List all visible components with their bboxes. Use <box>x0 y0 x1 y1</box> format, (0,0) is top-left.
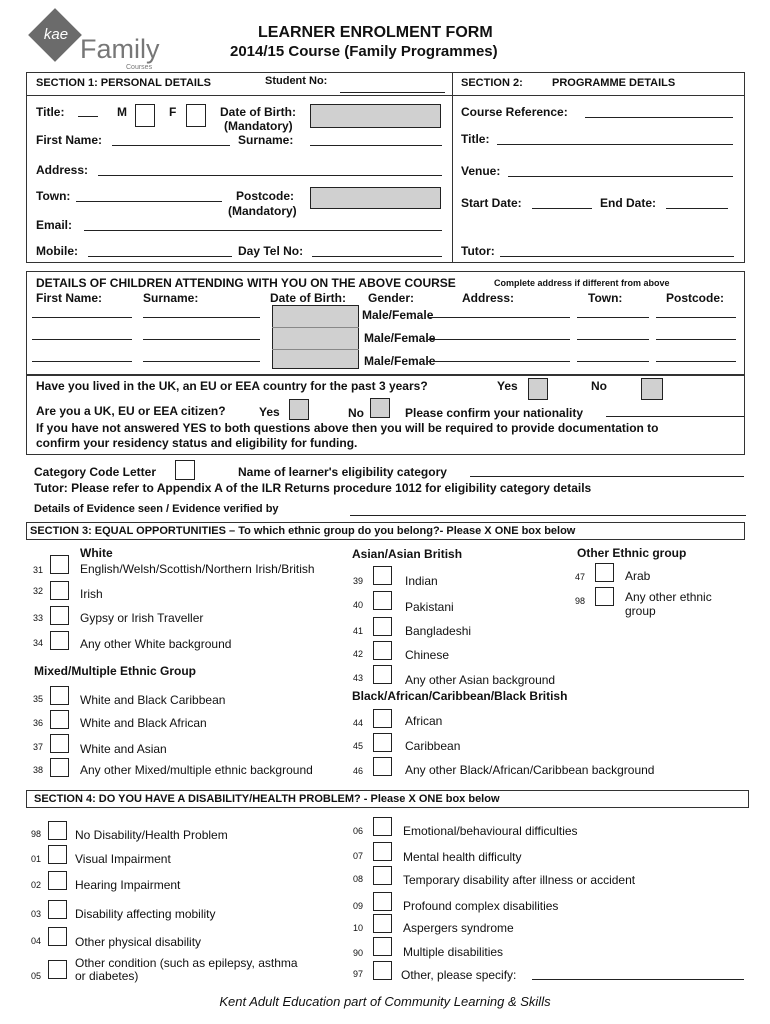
ethnic-code: 46 <box>353 766 364 776</box>
ethnic-checkbox-44[interactable] <box>373 709 392 728</box>
postcode-label: Postcode: <box>236 189 295 203</box>
ethnic-checkbox-31[interactable] <box>50 555 69 574</box>
disability-label: Other, please specify: <box>401 968 517 982</box>
ethnic-label: Chinese <box>405 648 450 662</box>
ethnic-label: Indian <box>405 574 438 588</box>
tutor-label: Tutor: <box>461 244 495 258</box>
other-specify-field[interactable] <box>532 979 744 980</box>
ethnic-checkbox-43[interactable] <box>373 665 392 684</box>
child-surname-field[interactable] <box>143 339 260 340</box>
category-code-checkbox[interactable] <box>175 460 195 480</box>
postcode-mandatory: (Mandatory) <box>228 204 297 218</box>
ethnic-label: Any other Black/African/Caribbean background <box>405 763 655 777</box>
surname-label: Surname: <box>238 133 294 147</box>
child-postcode-field[interactable] <box>656 361 736 362</box>
child-address-field[interactable] <box>428 361 570 362</box>
ethnic-label: White and Black African <box>80 716 207 730</box>
ethnic-label: White and Asian <box>80 742 167 756</box>
section3-heading: SECTION 3: EQUAL OPPORTUNITIES – To which ethnic group do you belong?- Please X ONE box below <box>30 525 576 537</box>
ethnic-label-cont: group <box>625 604 656 618</box>
day-tel-label: Day Tel No: <box>238 244 304 258</box>
disability-checkbox-04[interactable] <box>48 927 67 946</box>
black-heading: Black/African/Caribbean/Black British <box>352 689 568 703</box>
ethnic-label: Any other White background <box>80 637 232 651</box>
q1-no-label: No <box>591 379 607 393</box>
ethnic-label: African <box>405 714 443 728</box>
female-checkbox[interactable] <box>186 104 206 127</box>
disability-label-cont: or diabetes) <box>75 969 139 983</box>
disability-checkbox-90[interactable] <box>373 937 392 956</box>
child-postcode-field[interactable] <box>656 339 736 340</box>
disability-checkbox-06[interactable] <box>373 817 392 836</box>
ethnic-code: 41 <box>353 626 364 636</box>
disability-checkbox-08[interactable] <box>373 866 392 885</box>
address-label: Address: <box>36 163 89 177</box>
q2-yes-label: Yes <box>259 405 280 419</box>
q1-no-checkbox[interactable] <box>641 378 663 400</box>
ethnic-checkbox-45[interactable] <box>373 733 392 752</box>
section-divider <box>452 72 453 263</box>
white-heading: White <box>80 546 113 560</box>
form-subtitle: 2014/15 Course (Family Programmes) <box>230 43 498 60</box>
disability-checkbox-98[interactable] <box>48 821 67 840</box>
ethnic-label: Irish <box>80 587 103 601</box>
footer-text: Kent Adult Education part of Community Learning & Skills <box>219 994 551 1009</box>
ethnic-checkbox-34[interactable] <box>50 631 69 650</box>
disability-code: 05 <box>31 971 42 981</box>
disability-code: 97 <box>353 969 364 979</box>
evidence-label: Details of Evidence seen / Evidence verified by <box>34 503 279 515</box>
start-date-label: Start Date: <box>461 196 522 210</box>
disability-label: Visual Impairment <box>75 852 171 866</box>
ethnic-label: Any other Asian background <box>405 673 556 687</box>
ethnic-label: English/Welsh/Scottish/Northern Irish/British <box>80 562 315 576</box>
ethnic-checkbox-38[interactable] <box>50 758 69 777</box>
ethnic-label: Caribbean <box>405 739 461 753</box>
evidence-field[interactable] <box>350 515 746 516</box>
ethnic-checkbox-35[interactable] <box>50 686 69 705</box>
male-checkbox[interactable] <box>135 104 155 127</box>
section1-2-box <box>26 72 745 263</box>
ethnic-label: White and Black Caribbean <box>80 693 226 707</box>
disability-label: Disability affecting mobility <box>75 907 216 921</box>
residency-note-2: confirm your residency status and eligibility for funding. <box>36 436 358 450</box>
ethnic-code: 43 <box>353 673 364 683</box>
disability-code: 02 <box>31 880 42 890</box>
ethnic-label: Any other Mixed/multiple ethnic background <box>80 763 313 777</box>
ethnic-checkbox-47[interactable] <box>595 563 614 582</box>
dob-label: Date of Birth: <box>220 105 296 119</box>
col-dob: Date of Birth: <box>270 291 346 305</box>
ethnic-checkbox-98[interactable] <box>595 587 614 606</box>
ethnic-code: 38 <box>33 765 44 775</box>
disability-label: Mental health difficulty <box>403 850 522 864</box>
child-first-name-field[interactable] <box>32 361 132 362</box>
mobile-field[interactable] <box>88 256 232 257</box>
ethnic-code: 33 <box>33 613 44 623</box>
student-no-label: Student No: <box>265 75 328 87</box>
col-postcode: Postcode: <box>666 291 725 305</box>
logo-sub: Courses <box>126 64 153 71</box>
start-date-field[interactable] <box>532 208 592 209</box>
disability-code: 98 <box>31 829 42 839</box>
disability-label: Emotional/behavioural difficulties <box>403 824 578 838</box>
category-name-field[interactable] <box>470 476 744 477</box>
disability-label: Other condition (such as epilepsy, asthma <box>75 956 298 970</box>
ethnic-checkbox-33[interactable] <box>50 606 69 625</box>
end-date-label: End Date: <box>600 196 657 210</box>
disability-checkbox-01[interactable] <box>48 845 67 864</box>
ethnic-checkbox-37[interactable] <box>50 734 69 753</box>
section1-heading: SECTION 1: PERSONAL DETAILS <box>36 77 212 89</box>
nationality-field[interactable] <box>606 416 744 417</box>
postcode-field[interactable] <box>310 187 441 209</box>
email-field[interactable] <box>84 230 442 231</box>
section-header-line <box>26 95 745 96</box>
tutor-field[interactable] <box>500 256 734 257</box>
town-field[interactable] <box>76 201 222 202</box>
col-first-name: First Name: <box>36 291 103 305</box>
ethnic-code: 42 <box>353 649 364 659</box>
child-gender: Male/Female <box>364 331 436 345</box>
ethnic-label: Any other ethnic <box>625 590 712 604</box>
disability-checkbox-07[interactable] <box>373 842 392 861</box>
disability-label: Hearing Impairment <box>75 878 181 892</box>
ethnic-code: 39 <box>353 576 364 586</box>
first-name-field[interactable] <box>112 145 230 146</box>
disability-checkbox-02[interactable] <box>48 871 67 890</box>
residency-q2: Are you a UK, EU or EEA citizen? <box>36 404 226 418</box>
child-town-field[interactable] <box>577 339 649 340</box>
disability-checkbox-05[interactable] <box>48 960 67 979</box>
course-title-label: Title: <box>461 132 490 146</box>
first-name-label: First Name: <box>36 133 103 147</box>
ethnic-code: 98 <box>575 596 586 606</box>
town-label: Town: <box>36 189 71 203</box>
child-gender: Male/Female <box>362 308 434 322</box>
child-postcode-field[interactable] <box>656 317 736 318</box>
child-first-name-field[interactable] <box>32 339 132 340</box>
surname-field[interactable] <box>310 145 442 146</box>
ethnic-code: 35 <box>33 694 44 704</box>
nationality-label: Please confirm your nationality <box>405 406 584 420</box>
asian-heading: Asian/Asian British <box>352 547 463 561</box>
mobile-label: Mobile: <box>36 244 78 258</box>
dob-mandatory: (Mandatory) <box>224 119 293 133</box>
course-ref-field[interactable] <box>585 117 733 118</box>
col-gender: Gender: <box>368 291 415 305</box>
col-town: Town: <box>588 291 623 305</box>
logo <box>28 12 168 74</box>
residency-q1: Have you lived in the UK, an EU or EEA country for the past 3 years? <box>36 379 428 393</box>
disability-label: Profound complex disabilities <box>403 899 559 913</box>
ethnic-code: 36 <box>33 718 44 728</box>
child-town-field[interactable] <box>577 361 649 362</box>
disability-checkbox-10[interactable] <box>373 914 392 933</box>
disability-checkbox-03[interactable] <box>48 900 67 919</box>
day-tel-field[interactable] <box>312 256 442 257</box>
logo-family: Family <box>80 34 160 64</box>
q1-yes-label: Yes <box>497 379 518 393</box>
ethnic-code: 44 <box>353 718 364 728</box>
ethnic-checkbox-32[interactable] <box>50 581 69 600</box>
disability-label: Multiple disabilities <box>403 945 504 959</box>
disability-code: 01 <box>31 854 42 864</box>
disability-checkbox-09[interactable] <box>373 892 392 911</box>
child-surname-field[interactable] <box>143 317 260 318</box>
disability-code: 09 <box>353 901 364 911</box>
m-label: M <box>117 105 127 119</box>
section4-heading: SECTION 4: DO YOU HAVE A DISABILITY/HEALTH PROBLEM? - Please X ONE box below <box>34 793 500 805</box>
disability-code: 08 <box>353 874 364 884</box>
ethnic-checkbox-39[interactable] <box>373 566 392 585</box>
child-dob-divider <box>272 349 359 350</box>
f-label: F <box>169 105 177 119</box>
course-ref-label: Course Reference: <box>461 105 568 119</box>
disability-label: No Disability/Health Problem <box>75 828 228 842</box>
col-surname: Surname: <box>143 291 199 305</box>
ethnic-code: 34 <box>33 638 44 648</box>
disability-code: 10 <box>353 923 364 933</box>
disability-code: 03 <box>31 909 42 919</box>
mixed-heading: Mixed/Multiple Ethnic Group <box>34 664 196 678</box>
category-name-label: Name of learner's eligibility category <box>238 465 447 479</box>
ethnic-code: 47 <box>575 572 586 582</box>
q2-no-label: No <box>348 406 364 420</box>
ethnic-code: 40 <box>353 600 364 610</box>
other-heading: Other Ethnic group <box>577 546 687 560</box>
disability-label: Aspergers syndrome <box>403 921 514 935</box>
ethnic-checkbox-40[interactable] <box>373 591 392 610</box>
disability-label: Temporary disability after illness or accident <box>403 873 636 887</box>
title-field[interactable] <box>78 116 98 117</box>
ethnic-code: 31 <box>33 565 44 575</box>
venue-field[interactable] <box>508 176 733 177</box>
ethnic-code: 32 <box>33 586 44 596</box>
course-title-field[interactable] <box>497 144 733 145</box>
address-field[interactable] <box>98 175 442 176</box>
category-code-label: Category Code Letter <box>34 465 157 479</box>
ethnic-label: Gypsy or Irish Traveller <box>80 611 204 625</box>
children-note: Complete address if different from above <box>494 278 670 288</box>
q2-no-checkbox[interactable] <box>370 398 390 418</box>
student-no-field[interactable] <box>340 92 445 93</box>
venue-label: Venue: <box>461 164 501 178</box>
q1-yes-checkbox[interactable] <box>528 378 548 400</box>
disability-checkbox-97[interactable] <box>373 961 392 980</box>
form-title: LEARNER ENROLMENT FORM <box>258 24 493 41</box>
ethnic-label: Bangladeshi <box>405 624 472 638</box>
disability-label: Other physical disability <box>75 935 202 949</box>
ethnic-label: Arab <box>625 569 651 583</box>
ethnic-checkbox-42[interactable] <box>373 641 392 660</box>
child-surname-field[interactable] <box>143 361 260 362</box>
child-dob-divider <box>272 327 359 328</box>
disability-code: 04 <box>31 936 42 946</box>
ethnic-checkbox-46[interactable] <box>373 757 392 776</box>
ethnic-checkbox-41[interactable] <box>373 617 392 636</box>
children-heading: DETAILS OF CHILDREN ATTENDING WITH YOU ON THE ABOVE COURSE <box>36 276 456 290</box>
child-first-name-field[interactable] <box>32 317 132 318</box>
q2-yes-checkbox[interactable] <box>289 399 309 420</box>
section2-heading-2: PROGRAMME DETAILS <box>552 77 676 89</box>
section2-heading: SECTION 2: <box>461 77 523 89</box>
title-label: Title: <box>36 105 65 119</box>
child-address-field[interactable] <box>428 317 570 318</box>
col-address: Address: <box>462 291 515 305</box>
logo-brand: kae <box>43 26 69 43</box>
child-town-field[interactable] <box>577 317 649 318</box>
disability-code: 90 <box>353 948 364 958</box>
end-date-field[interactable] <box>666 208 728 209</box>
child-dob-fields[interactable] <box>272 305 359 369</box>
disability-code: 07 <box>353 851 364 861</box>
ethnic-checkbox-36[interactable] <box>50 710 69 729</box>
child-address-field[interactable] <box>428 339 570 340</box>
disability-code: 06 <box>353 826 364 836</box>
residency-note-1: If you have not answered YES to both questions above then you will be required to provide documentation to <box>36 421 659 435</box>
tutor-note: Tutor: Please refer to Appendix A of the ILR Returns procedure 1012 for eligibility category details <box>34 481 592 495</box>
dob-field[interactable] <box>310 104 441 128</box>
ethnic-code: 37 <box>33 742 44 752</box>
ethnic-code: 45 <box>353 741 364 751</box>
ethnic-label: Pakistani <box>405 600 454 614</box>
email-label: Email: <box>36 218 73 232</box>
child-gender: Male/Female <box>364 354 436 368</box>
